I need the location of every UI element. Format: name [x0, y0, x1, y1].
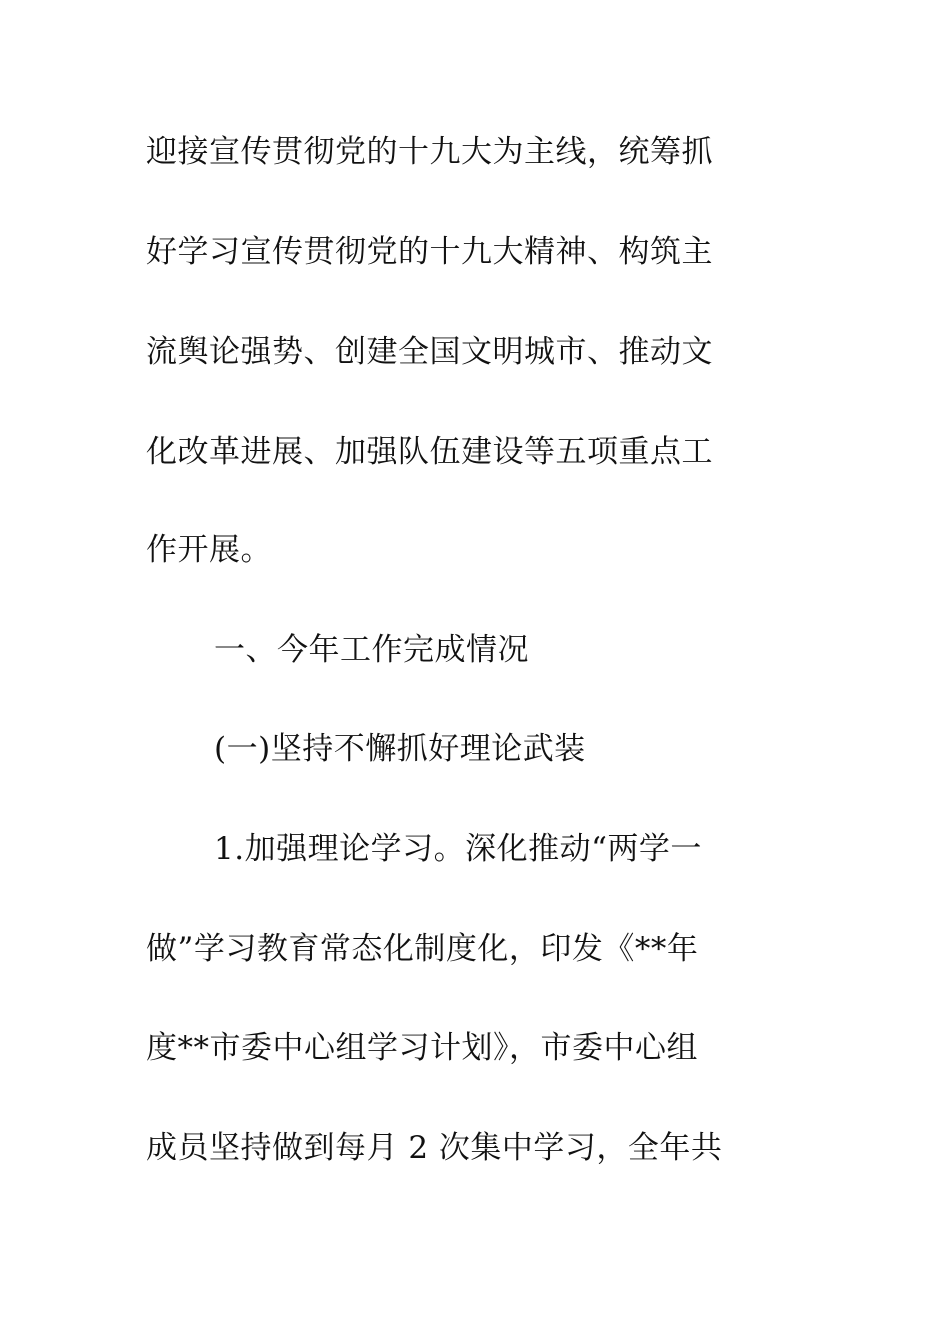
section-heading: 一、今年工作完成情况 [214, 632, 529, 668]
paragraph-intro-line-2: 好学习宣传贯彻党的十九大精神、构筑主 [146, 234, 713, 270]
paragraph-intro-line-3: 流舆论强势、创建全国文明城市、推动文 [146, 334, 713, 370]
paragraph-intro-line-5: 作开展。 [146, 532, 272, 568]
paragraph-item1-line-2: 做”学习教育常态化制度化，印发《**年 [146, 931, 699, 967]
subsection-heading: (一)坚持不懈抓好理论武装 [214, 731, 586, 767]
paragraph-intro-line-1: 迎接宣传贯彻党的十九大为主线，统筹抓 [146, 134, 713, 170]
paragraph-intro-line-4: 化改革进展、加强队伍建设等五项重点工 [146, 434, 713, 470]
paragraph-item1-line-1: 1.加强理论学习。深化推动“两学一 [214, 831, 702, 867]
paragraph-item1-line-4: 成员坚持做到每月 2 次集中学习，全年共 [146, 1130, 723, 1166]
paragraph-item1-line-3: 度**市委中心组学习计划》，市委中心组 [146, 1030, 698, 1066]
